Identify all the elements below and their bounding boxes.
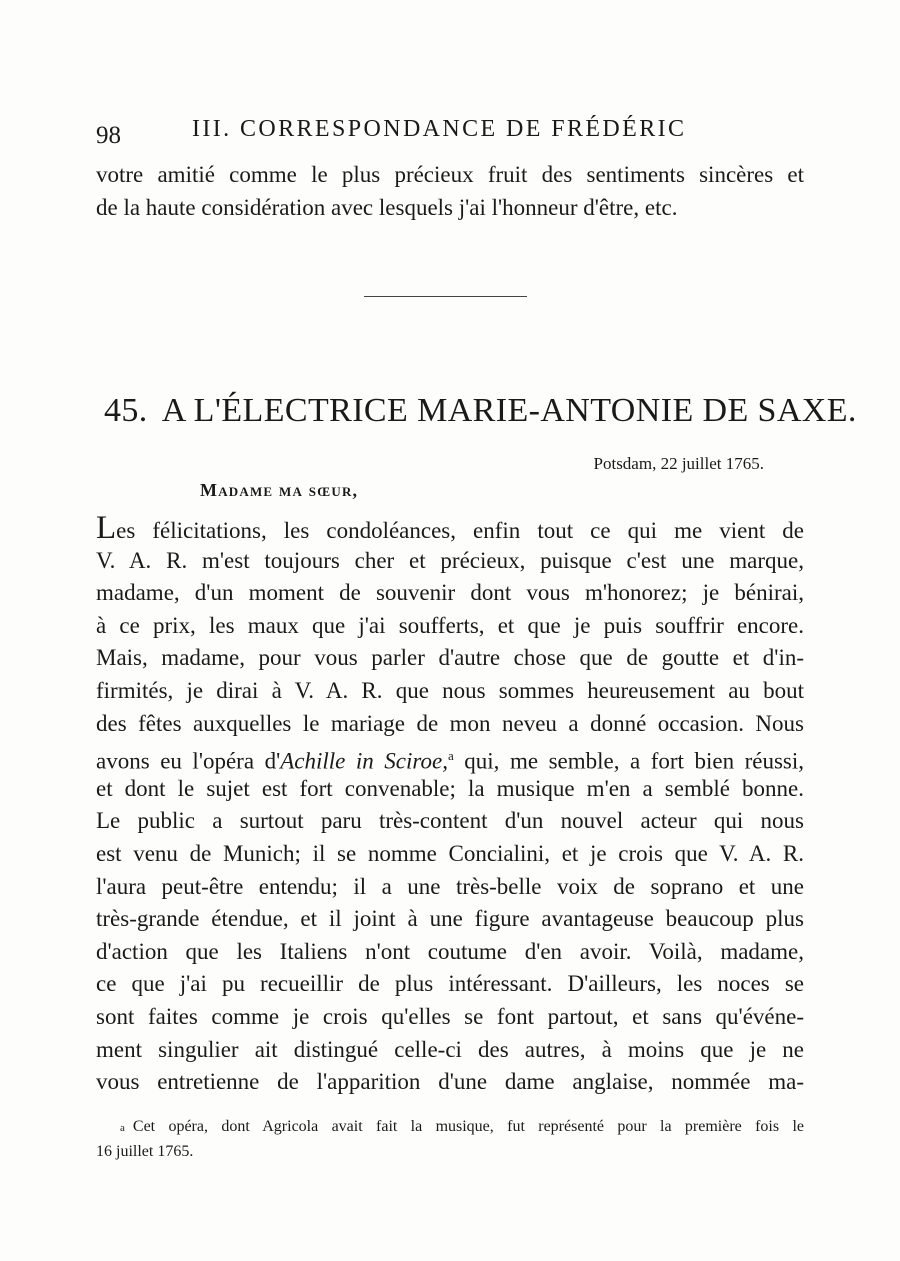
page-number: 98 [96, 122, 121, 149]
letter-line: ment singulier ait distingué celle-ci des autres, à moins que je ne [96, 1036, 804, 1062]
letter-line: V. A. R. m'est toujours cher et précieux, puisque c'est une marque, [96, 547, 804, 573]
letter-line [96, 740, 804, 773]
letter-title [104, 392, 857, 430]
footnote-line: 16 juillet 1765. [96, 1143, 194, 1160]
letter-line-text: qui, me semble, a fort bien réussi, [453, 748, 805, 774]
footnote-mark: a [120, 1122, 125, 1134]
footnote [96, 1114, 804, 1164]
letter-line: à ce prix, les maux que j'ai soufferts, et que je puis souffrir encore. [96, 612, 804, 638]
running-title: III. CORRESPONDANCE DE FRÉDÉRIC [192, 116, 687, 142]
continuation-text [96, 158, 804, 223]
footnote-text: Cet opéra, dont Agricola avait fait la musique, fut représenté pour la première fois le [132, 1118, 804, 1135]
letter-line: Le public a surtout paru très-content d'un nouvel acteur qui nous [96, 808, 804, 834]
letter-line: est venu de Munich; il se nomme Concialini, et je crois que V. A. R. [96, 840, 804, 866]
section-divider [364, 296, 527, 297]
continuation-line: votre amitié comme le plus précieux fruit des sentiments sincères et [96, 162, 804, 187]
letter-number: 45. [104, 392, 148, 429]
opera-title: Achille in Sciroe, [280, 748, 448, 774]
letter-salutation: Madame ma sœur, [200, 480, 359, 500]
letter-line: et dont le sujet est fort convenable; la musique m'en a semblé bonne. [96, 775, 804, 801]
letter-line [96, 512, 804, 545]
footnote-reference: a [447, 748, 454, 764]
letter-line: très-grande étendue, et il joint à une figure avantageuse beaucoup plus [96, 906, 804, 932]
footnote-line [96, 1114, 804, 1139]
letter-body [96, 512, 804, 1099]
letter-line: vous entretienne de l'apparition d'une dame anglaise, nommée ma- [96, 1069, 804, 1095]
letter-line: sont faites comme je crois qu'elles se font partout, et sans qu'événe- [96, 1003, 804, 1029]
letter-line-text: avons eu l'opéra d' [96, 748, 281, 774]
letter-line: l'aura peut-être entendu; il a une très-belle voix de soprano et une [96, 873, 804, 899]
letter-heading: A L'ÉLECTRICE MARIE-ANTONIE DE SAXE. [161, 392, 857, 429]
letter-line: firmités, je dirai à V. A. R. que nous sommes heureusement au bout [96, 677, 804, 703]
letter-line: Mais, madame, pour vous parler d'autre chose que de goutte et d'in- [96, 645, 804, 671]
running-header [96, 114, 816, 150]
letter-line: des fêtes auxquelles le mariage de mon neveu a donné occasion. Nous [96, 710, 804, 736]
letter-line: madame, d'un moment de souvenir dont vous m'honorez; je bénirai, [96, 580, 804, 606]
continuation-line: de la haute considération avec lesquels j'ai l'honneur d'être, etc. [96, 194, 678, 220]
letter-line: d'action que les Italiens n'ont coutume d'en avoir. Voilà, madame, [96, 938, 804, 964]
letter-dateline: Potsdam, 22 juillet 1765. [593, 454, 764, 473]
letter-line-text: es félicitations, les condoléances, enfin tout ce qui me vient de [116, 518, 804, 543]
initial-letter: L [96, 510, 117, 546]
letter-line: ce que j'ai pu recueillir de plus intéressant. D'ailleurs, les noces se [96, 971, 804, 997]
